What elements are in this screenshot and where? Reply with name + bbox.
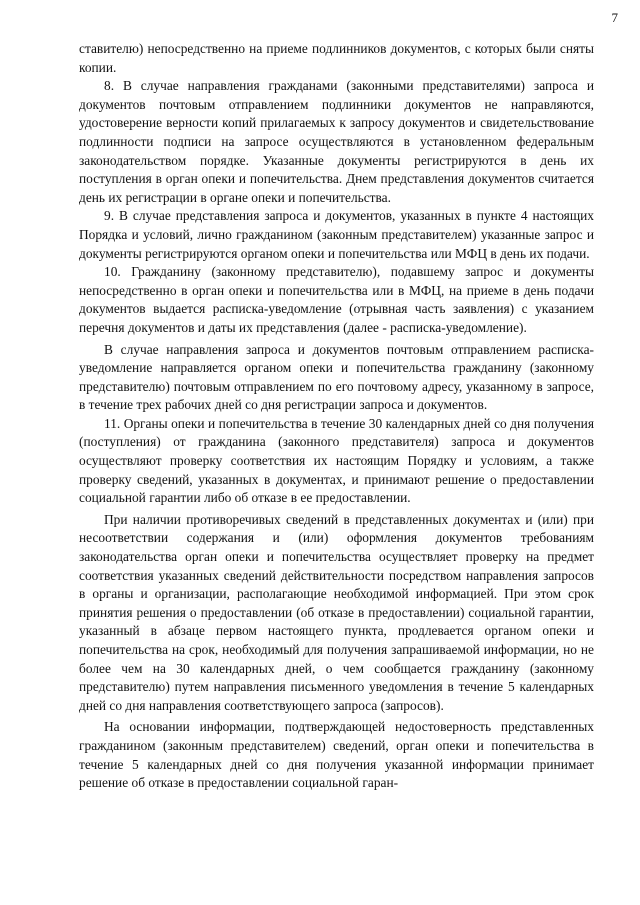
paragraph-item-10: 10. Гражданину (законному представителю), подавшему запрос и документы непосредственно в орган опеки и попечительства или в МФЦ, на приеме в день подачи документов выдается расписка-уведомление (отрывная часть заявления) с указанием перечня документов и даты их представления (далее - расписка-уведомление). bbox=[79, 264, 594, 335]
paragraph-mail-receipt: В случае направления запроса и документов почтовым отправлением расписка-уведомление направляется органом опеки и попечительства гражданину (законному представителю) почтовым отправлением по его почтовому адресу, указанному в запросе, в течение трех рабочих дней со дня регистрации запроса и документов. bbox=[79, 341, 594, 413]
paragraph-item-8: 8. В случае направления гражданами (законными представителями) запроса и документов почтовым отправлением подлинники документов не направляются, удостоверение верности копий прилагаемых к запросу документов и свидетельствование подлинности подписи на запросе осуществляются в установленном федеральным законодательством порядке. Указанные документы регистрируются в день их поступления в орган опеки и попечительства. Днем представления документов считается день их регистрации в органе опеки и попечительства. bbox=[79, 78, 594, 205]
paragraph-item-9: 9. В случае представления запроса и документов, указанных в пункте 4 настоящих Порядка и условий, лично гражданином (законным представителем) указанные запрос и документы регистрируются органом опеки и попечительства или МФЦ в день их подачи. bbox=[79, 208, 594, 261]
paragraph-item-11: 11. Органы опеки и попечительства в течение 30 календарных дней со дня получения (поступления) от гражданина (законного представителя) запроса и документов осуществляют проверку соответствия их настоящим Порядку и условиям, а также проверку сведений, указанных в документах, и принимают решение о предоставлении социальной гарантии либо об отказе в ее предоставлении. bbox=[79, 415, 594, 506]
document-body bbox=[79, 40, 594, 793]
page-number: 7 bbox=[611, 10, 618, 25]
paragraph-continuation: ставителю) непосредственно на приеме подлинников документов, с которых были сняты копии. bbox=[79, 41, 594, 75]
paragraph-contradictory-info: При наличии противоречивых сведений в представленных документах и (или) при несоответствии содержания и (или) оформления документов требованиям законодательства орган опеки и попечительства осуществляет проверку на предмет соответствия указанных сведений действительности посредством направления запросов в органы и организации, располагающие необходимой информацией. При этом срок принятия решения о предоставлении (об отказе в предоставлении) социальной гарантии, указанный в абзаце первом настоящего пункта, продлевается органом опеки и попечительства на срок, необходимый для получения запрашиваемой информации, но не более чем на 30 календарных дней, о чем сообщается гражданину (законному представителю) путем направления письменного уведомления в течение 5 календарных дней со дня направления соответствующего запроса (запросов). bbox=[79, 511, 594, 713]
paragraph-refusal-basis: На основании информации, подтверждающей недостоверность представленных гражданином (законным представителем) сведений, орган опеки и попечительства в течение 5 календарных дней со дня получения указанной информации принимает решение об отказе в предоставлении социальной гаран- bbox=[79, 719, 594, 791]
